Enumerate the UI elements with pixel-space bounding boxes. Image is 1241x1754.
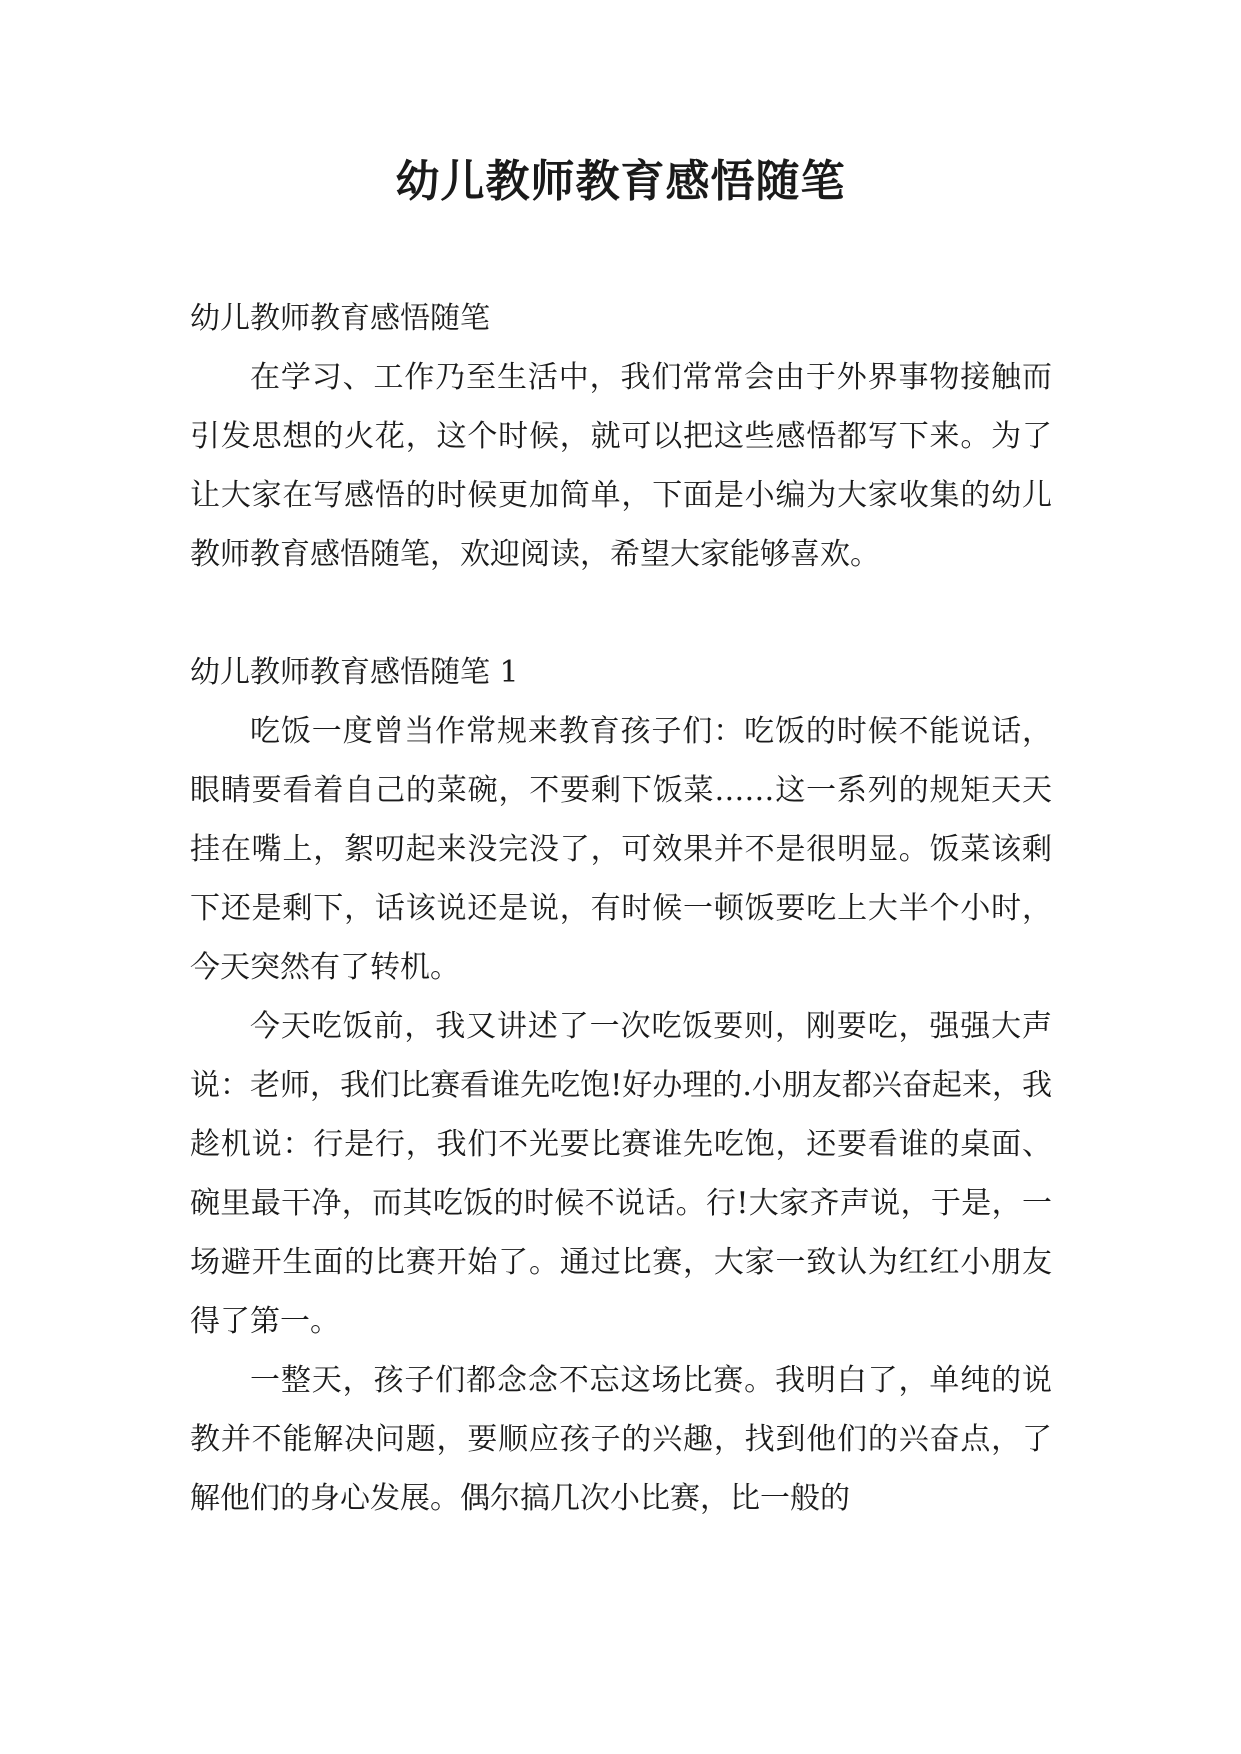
intro-heading: 幼儿教师教育感悟随笔 <box>190 301 490 336</box>
intro-paragraph: 在学习、工作乃至生活中，我们常常会由于外界事物接触而引发思想的火花，这个时候，就可以把这些感悟都写下来。为了让大家在写感悟的时候更加简单，下面是小编为大家收集的幼儿教师教育感悟随笔，欢迎阅读，希望大家能够喜欢。 <box>190 360 1052 572</box>
body-paragraph: 一整天，孩子们都念念不忘这场比赛。我明白了，单纯的说教并不能解决问题，要顺应孩子的兴趣，找到他们的兴奋点，了解他们的身心发展。偶尔搞几次小比赛，比一般的 <box>190 1363 1052 1516</box>
body-paragraph: 吃饭一度曾当作常规来教育孩子们：吃饭的时候不能说话，眼睛要看着自己的菜碗，不要剩下饭菜……这一系列的规矩天天挂在嘴上，絮叨起来没完没了，可效果并不是很明显。饭菜该剩下还是剩下，话该说还是说，有时候一顿饭要吃上大半个小时，今天突然有了转机。 <box>190 714 1052 985</box>
document-title: 幼儿教师教育感悟随笔 <box>395 156 846 207</box>
body-paragraph: 今天吃饭前，我又讲述了一次吃饭要则，刚要吃，强强大声说：老师，我们比赛看谁先吃饱!好办理的.小朋友都兴奋起来，我趁机说：行是行，我们不光要比赛谁先吃饱，还要看谁的桌面、碗里最干净，而其吃饭的时候不说话。行!大家齐声说，于是，一场避开生面的比赛开始了。通过比赛，大家一致认为红红小朋友得了第一。 <box>190 1009 1052 1339</box>
section-heading: 幼儿教师教育感悟随笔 1 <box>190 655 519 690</box>
section-gap <box>190 584 1052 643</box>
document-body <box>190 289 1052 1528</box>
